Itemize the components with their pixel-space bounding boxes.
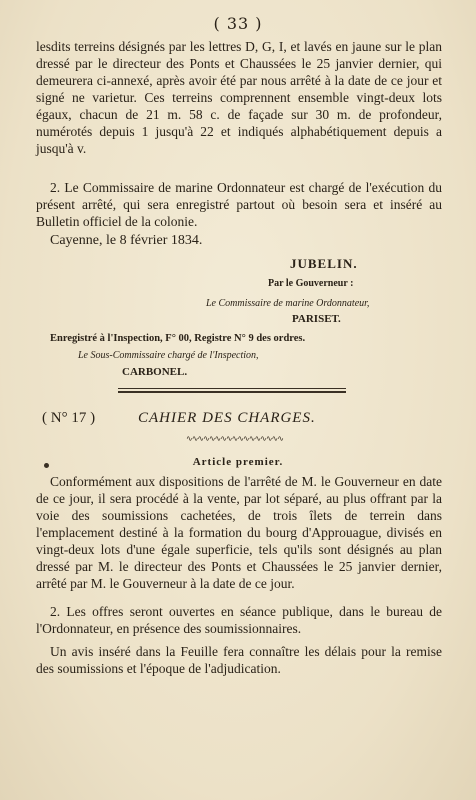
page-number: ( 33 ): [213, 14, 263, 33]
registration-line: Enregistré à l'Inspection, F° 00, Registre N° 9 des ordres.: [50, 333, 306, 344]
date-line: Cayenne, le 8 février 1834.: [50, 233, 203, 248]
sous-commissaire-name: CARBONEL.: [122, 366, 188, 378]
par-le-gouverneur: Par le Gouverneur :: [268, 278, 354, 289]
section-title: CAHIER DES CHARGES.: [138, 410, 316, 426]
paragraph-offres: 2. Les offres seront ouvertes en séance publique, dans le bureau de l'Ordonnateur, en présence des soumissionnaires.: [36, 604, 442, 636]
wavy-ornament: ∿∿∿∿∿∿∿∿∿∿∿∿∿∿∿∿∿: [186, 434, 283, 443]
paragraph-article-2: 2. Le Commissaire de marine Ordonnateur est chargé de l'exécution du présent arrêté, qui sera enregistré partout où besoin sera et inséré au Bulletin officiel de la colonie.: [36, 180, 442, 229]
commissaire-title: Le Commissaire de marine Ordonnateur,: [206, 298, 370, 309]
divider-thick: [118, 391, 346, 393]
sous-commissaire-title: Le Sous-Commissaire chargé de l'Inspection,: [78, 350, 259, 361]
paragraph-avis: Un avis inséré dans la Feuille fera connaître les délais pour la remise des soumissions et l'époque de l'adjudication.: [36, 644, 442, 676]
divider-thin: [118, 388, 346, 389]
ink-dot: [44, 463, 49, 468]
section-number: ( N° 17 ): [42, 410, 96, 426]
signatory-governor: JUBELIN.: [290, 256, 358, 271]
article-heading: Article premier.: [192, 456, 284, 468]
paragraph-conformement: Conformément aux dispositions de l'arrêté de M. le Gouverneur en date de ce jour, il sera procédé à la vente, par lot séparé, au plus offrant par la voie des soumissions cachetées, de trois îlets de terrein dans l'emplacement destiné à la formation du bourg d'Approuague, divisés en vingt-deux lots d'une égale superficie, tels qu'ils sont désignés au plan dressé par M. le directeur des Ponts et Chaussées le 25 janvier dernier, arrêté par M. le Gouverneur à la date de ce jour.: [36, 474, 442, 591]
paragraph-terreins: lesdits terreins désignés par les lettres D, G, I, et lavés en jaune sur le plan dressé par le directeur des Ponts et Chaussées le 25 janvier dernier, qui demeurera ci-annexé, après avoir été par nous arrêté à la date de ce jour et signé ne varietur. Ces terreins comprennent ensemble vingt-deux lots égaux, chacun de 21 m. 58 c. de façade sur 30 m. de profondeur, numérotés depuis 1 jusqu'à 22 et indiqués alphabétiquement depuis a jusqu'à v.: [36, 39, 442, 156]
commissaire-name: PARISET.: [292, 313, 341, 325]
